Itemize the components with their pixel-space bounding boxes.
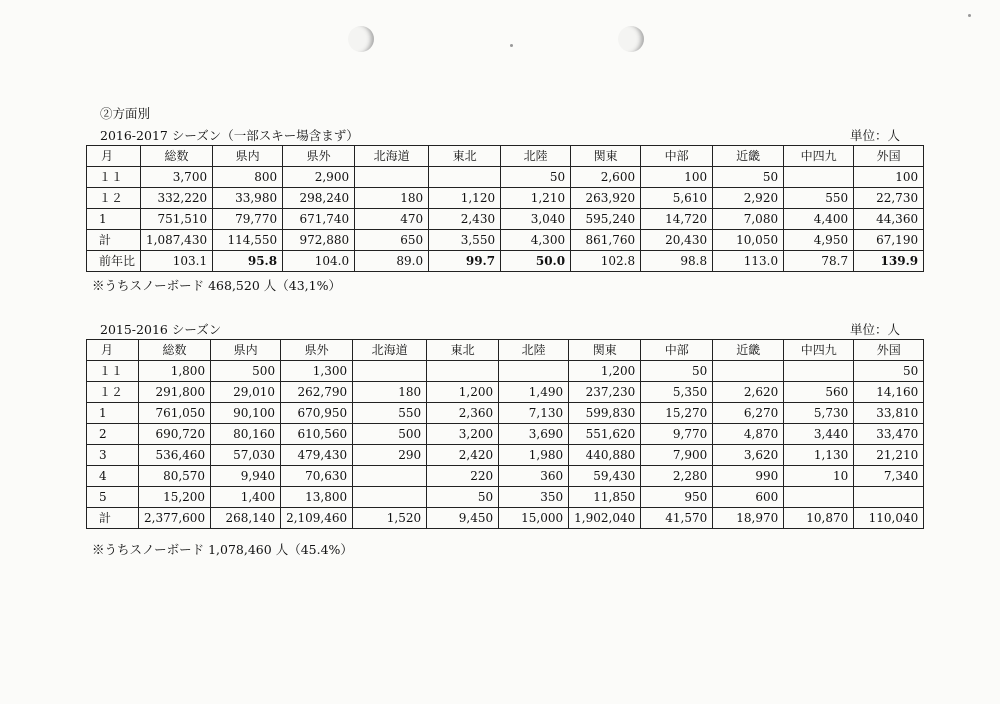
table-cell: 4,950: [784, 230, 854, 251]
table-cell: [427, 361, 499, 382]
table-cell: 95.8: [213, 251, 283, 272]
punch-hole-left: [348, 26, 374, 52]
table-cell: 263,920: [571, 188, 641, 209]
column-header: 総数: [139, 340, 211, 361]
column-header: 県内: [213, 146, 283, 167]
table-cell: 9,770: [641, 424, 713, 445]
table-cell: 268,140: [211, 508, 281, 529]
table-cell: 80,570: [139, 466, 211, 487]
table-cell: 79,770: [213, 209, 283, 230]
row-label: 4: [87, 466, 139, 487]
table-cell: 180: [355, 188, 429, 209]
table-cell: 3,620: [713, 445, 784, 466]
table-row: [87, 230, 924, 251]
table-row: [87, 508, 924, 529]
table-cell: 1,490: [499, 382, 569, 403]
table-cell: 237,230: [569, 382, 641, 403]
column-header: 総数: [141, 146, 213, 167]
table-cell: 33,810: [854, 403, 924, 424]
table-cell: 690,720: [139, 424, 211, 445]
table-cell: 2,420: [427, 445, 499, 466]
season2-title: 2015-2016 シーズン: [100, 322, 222, 337]
table-cell: 33,470: [854, 424, 924, 445]
table-cell: 861,760: [571, 230, 641, 251]
table-cell: 3,200: [427, 424, 499, 445]
table-row: [87, 466, 924, 487]
table-cell: 1,400: [211, 487, 281, 508]
table-cell: 1,210: [501, 188, 571, 209]
column-header: 北陸: [501, 146, 571, 167]
column-header: 月: [87, 340, 139, 361]
column-header: 北陸: [499, 340, 569, 361]
column-header: 東北: [429, 146, 501, 167]
table-cell: 610,560: [281, 424, 353, 445]
table-cell: 14,160: [854, 382, 924, 403]
table-cell: 7,900: [641, 445, 713, 466]
table-cell: 1,800: [139, 361, 211, 382]
table-cell: 104.0: [283, 251, 355, 272]
table-cell: 78.7: [784, 251, 854, 272]
table-cell: [353, 466, 427, 487]
column-header: 中部: [641, 146, 713, 167]
table-cell: 972,880: [283, 230, 355, 251]
table-cell: 50: [427, 487, 499, 508]
table-cell: 98.8: [641, 251, 713, 272]
section-title: ②方面別: [100, 106, 151, 121]
table-cell: 20,430: [641, 230, 713, 251]
table-cell: 500: [211, 361, 281, 382]
table-cell: 2,600: [571, 167, 641, 188]
table-cell: 15,000: [499, 508, 569, 529]
table-cell: 500: [353, 424, 427, 445]
table-cell: 470: [355, 209, 429, 230]
table-cell: 332,220: [141, 188, 213, 209]
table-cell: 80,160: [211, 424, 281, 445]
table-cell: 440,880: [569, 445, 641, 466]
column-header: 外国: [854, 340, 924, 361]
table-cell: [713, 361, 784, 382]
table-cell: 7,340: [854, 466, 924, 487]
row-label: 前年比: [87, 251, 141, 272]
row-label: 1: [87, 209, 141, 230]
table-cell: 4,400: [784, 209, 854, 230]
table-cell: 3,690: [499, 424, 569, 445]
table-cell: 180: [353, 382, 427, 403]
row-label: 5: [87, 487, 139, 508]
table-cell: 650: [355, 230, 429, 251]
row-label: 2: [87, 424, 139, 445]
table-row: [87, 445, 924, 466]
table-cell: 290: [353, 445, 427, 466]
table-cell: 670,950: [281, 403, 353, 424]
table-cell: 550: [784, 188, 854, 209]
table-cell: 10,870: [784, 508, 854, 529]
table-cell: 89.0: [355, 251, 429, 272]
table-cell: 2,900: [283, 167, 355, 188]
row-label: 計: [87, 508, 139, 529]
table-cell: 4,870: [713, 424, 784, 445]
table-cell: 3,440: [784, 424, 854, 445]
column-header: 県外: [281, 340, 353, 361]
table-cell: 5,350: [641, 382, 713, 403]
table-cell: 599,830: [569, 403, 641, 424]
table-cell: 2,280: [641, 466, 713, 487]
table-cell: 3,700: [141, 167, 213, 188]
row-label: １２: [87, 382, 139, 403]
table-cell: 14,720: [641, 209, 713, 230]
table-cell: 113.0: [713, 251, 784, 272]
table-cell: 360: [499, 466, 569, 487]
table-cell: [353, 487, 427, 508]
table-cell: 103.1: [141, 251, 213, 272]
table-cell: 57,030: [211, 445, 281, 466]
season1-title: 2016-2017 シーズン（一部スキー場含まず）: [100, 128, 359, 143]
punch-hole-right: [618, 26, 644, 52]
header-row: [87, 340, 924, 361]
season1-unit: 単位：人: [850, 128, 901, 143]
season1-note: ※うちスノーボード 468,520 人（43,1%）: [92, 278, 341, 293]
table-cell: 2,430: [429, 209, 501, 230]
table-cell: 59,430: [569, 466, 641, 487]
column-header: 東北: [427, 340, 499, 361]
table-cell: 220: [427, 466, 499, 487]
table-cell: 2,377,600: [139, 508, 211, 529]
table-cell: 67,190: [854, 230, 924, 251]
row-label: 1: [87, 403, 139, 424]
table-cell: 18,970: [713, 508, 784, 529]
table-cell: 7,080: [713, 209, 784, 230]
table-cell: 671,740: [283, 209, 355, 230]
table-cell: 1,902,040: [569, 508, 641, 529]
table-cell: 1,200: [427, 382, 499, 403]
table-cell: 114,550: [213, 230, 283, 251]
table-cell: 13,800: [281, 487, 353, 508]
table-cell: 41,570: [641, 508, 713, 529]
table-row: [87, 487, 924, 508]
table-cell: 1,200: [569, 361, 641, 382]
column-header: 関東: [571, 146, 641, 167]
column-header: 近畿: [713, 146, 784, 167]
scan-speck: [968, 14, 971, 17]
table-row: [87, 382, 924, 403]
table-cell: [784, 487, 854, 508]
table-row: [87, 403, 924, 424]
table-cell: 761,050: [139, 403, 211, 424]
table-cell: 536,460: [139, 445, 211, 466]
table-cell: 100: [641, 167, 713, 188]
table-cell: 90,100: [211, 403, 281, 424]
column-header: 関東: [569, 340, 641, 361]
season2-note: ※うちスノーボード 1,078,460 人（45.4%）: [92, 542, 353, 557]
table-cell: 560: [784, 382, 854, 403]
table-cell: 600: [713, 487, 784, 508]
table-cell: 5,610: [641, 188, 713, 209]
table-cell: 22,730: [854, 188, 924, 209]
table-cell: 7,130: [499, 403, 569, 424]
table-cell: 350: [499, 487, 569, 508]
table-cell: 11,850: [569, 487, 641, 508]
season2-table: [86, 339, 924, 529]
table-cell: 1,130: [784, 445, 854, 466]
table-cell: 751,510: [141, 209, 213, 230]
table-cell: 1,980: [499, 445, 569, 466]
table-row: [87, 251, 924, 272]
table-cell: 1,520: [353, 508, 427, 529]
table-cell: 3,550: [429, 230, 501, 251]
table-cell: 9,450: [427, 508, 499, 529]
season2-unit: 単位：人: [850, 322, 901, 337]
table-cell: 4,300: [501, 230, 571, 251]
table-cell: 550: [353, 403, 427, 424]
table-row: [87, 188, 924, 209]
table-cell: 595,240: [571, 209, 641, 230]
row-label: 3: [87, 445, 139, 466]
table-cell: 15,270: [641, 403, 713, 424]
table-cell: 50: [713, 167, 784, 188]
table-row: [87, 361, 924, 382]
table-cell: 6,270: [713, 403, 784, 424]
table-cell: 479,430: [281, 445, 353, 466]
column-header: 県内: [211, 340, 281, 361]
table-cell: 1,087,430: [141, 230, 213, 251]
table-cell: 33,980: [213, 188, 283, 209]
row-label: １１: [87, 167, 141, 188]
table-cell: 10: [784, 466, 854, 487]
table-cell: 50: [641, 361, 713, 382]
table-cell: [784, 167, 854, 188]
table-row: [87, 209, 924, 230]
header-row: [87, 146, 924, 167]
table-cell: 2,620: [713, 382, 784, 403]
table-cell: 990: [713, 466, 784, 487]
column-header: 外国: [854, 146, 924, 167]
table-cell: 2,360: [427, 403, 499, 424]
table-cell: 950: [641, 487, 713, 508]
table-cell: 5,730: [784, 403, 854, 424]
row-label: 計: [87, 230, 141, 251]
table-cell: 262,790: [281, 382, 353, 403]
column-header: 中四九: [784, 146, 854, 167]
table-cell: 139.9: [854, 251, 924, 272]
table-cell: 21,210: [854, 445, 924, 466]
table-cell: 50: [854, 361, 924, 382]
table-cell: 1,120: [429, 188, 501, 209]
table-cell: [784, 361, 854, 382]
table-cell: 1,300: [281, 361, 353, 382]
table-cell: 44,360: [854, 209, 924, 230]
row-label: １１: [87, 361, 139, 382]
table-cell: 298,240: [283, 188, 355, 209]
table-cell: [499, 361, 569, 382]
table-cell: [429, 167, 501, 188]
column-header: 北海道: [355, 146, 429, 167]
table-cell: 100: [854, 167, 924, 188]
season1-table: [86, 145, 924, 272]
table-cell: 15,200: [139, 487, 211, 508]
table-cell: 2,109,460: [281, 508, 353, 529]
column-header: 月: [87, 146, 141, 167]
table-cell: [854, 487, 924, 508]
table-cell: 2,920: [713, 188, 784, 209]
table-cell: 9,940: [211, 466, 281, 487]
row-label: １２: [87, 188, 141, 209]
table-cell: [353, 361, 427, 382]
column-header: 近畿: [713, 340, 784, 361]
column-header: 北海道: [353, 340, 427, 361]
column-header: 中四九: [784, 340, 854, 361]
table-cell: 99.7: [429, 251, 501, 272]
column-header: 県外: [283, 146, 355, 167]
table-cell: 291,800: [139, 382, 211, 403]
table-cell: 50.0: [501, 251, 571, 272]
column-header: 中部: [641, 340, 713, 361]
table-row: [87, 167, 924, 188]
table-cell: 110,040: [854, 508, 924, 529]
table-cell: 3,040: [501, 209, 571, 230]
table-row: [87, 424, 924, 445]
table-cell: 800: [213, 167, 283, 188]
table-cell: 29,010: [211, 382, 281, 403]
table-cell: [355, 167, 429, 188]
table-cell: 10,050: [713, 230, 784, 251]
table-cell: 70,630: [281, 466, 353, 487]
table-cell: 551,620: [569, 424, 641, 445]
scan-speck: [510, 44, 513, 47]
table-cell: 50: [501, 167, 571, 188]
table-cell: 102.8: [571, 251, 641, 272]
